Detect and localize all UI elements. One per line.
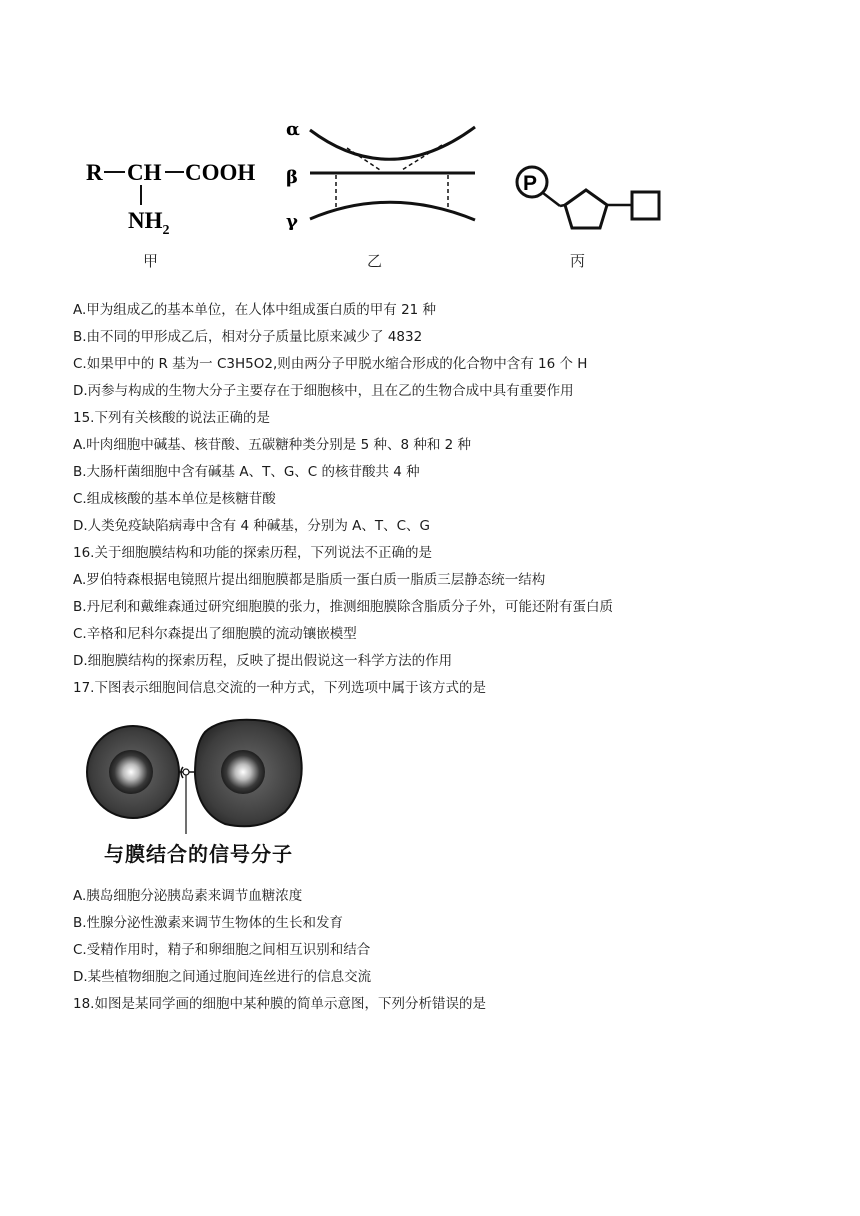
text-line: B.性腺分泌性激素来调节生物体的生长和发育	[73, 915, 344, 931]
caption-bing: 丙	[570, 252, 586, 270]
right-nucleus	[221, 750, 265, 794]
text-line: D.某些植物细胞之间通过胞间连丝进行的信息交流	[73, 969, 372, 985]
base-square	[632, 192, 659, 219]
caption-yi: 乙	[367, 252, 383, 270]
text-line: B.大肠杆菌细胞中含有碱基 A、T、G、C 的核苷酸共 4 种	[73, 464, 420, 480]
beta-label: β	[286, 167, 298, 188]
alpha-label: α	[286, 119, 300, 140]
text-line: B.由不同的甲形成乙后，相对分子质量比原来减少了 4832	[73, 329, 423, 345]
ch-label: CH	[127, 160, 162, 185]
signal-molecule	[183, 769, 189, 775]
pentose-pentagon	[565, 190, 607, 228]
text-line: B.丹尼利和戴维森通过研究细胞膜的张力，推测细胞膜除含脂质分子外，可能还附有蛋白质	[73, 599, 614, 615]
nh2-label: $NH_2$	[128, 208, 170, 238]
text-line: C.受精作用时，精子和卵细胞之间相互识别和结合	[73, 942, 371, 958]
caption-jia: 甲	[143, 252, 159, 270]
cooh-label: COOH	[185, 160, 256, 185]
text-line: C.如果甲中的 R 基为一 C3H5O2,则由两分子甲脱水缩合形成的化合物中含有 16 个 H	[73, 356, 588, 372]
signal-molecule-label: 与膜结合的信号分子	[104, 842, 293, 866]
text-line: C.组成核酸的基本单位是核糖苷酸	[73, 491, 276, 507]
question-15: 15.下列有关核酸的说法正确的是	[73, 410, 270, 426]
text-line: C.辛格和尼科尔森提出了细胞膜的流动镶嵌模型	[73, 626, 357, 642]
amino-acid-structure	[70, 150, 270, 240]
text-line: A.罗伯特森根据电镜照片提出细胞膜都是脂质一蛋白质一脂质三层静态统一结构	[73, 572, 546, 588]
nucleotide-diagram	[510, 160, 670, 240]
alpha-chain	[310, 127, 475, 159]
r-group-label: R	[86, 160, 103, 185]
left-nucleus	[109, 750, 153, 794]
text-line: A.胰岛细胞分泌胰岛素来调节血糖浓度	[73, 888, 303, 904]
protein-chains-diagram	[280, 115, 490, 230]
text-line: D.人类免疫缺陷病毒中含有 4 种碱基，分别为 A、T、C、G	[73, 518, 431, 534]
gamma-chain	[310, 202, 475, 220]
cell-signaling-figure	[85, 712, 315, 837]
question-17: 17.下图表示细胞间信息交流的一种方式，下列选项中属于该方式的是	[73, 680, 486, 696]
question-16: 16.关于细胞膜结构和功能的探索历程，下列说法不正确的是	[73, 545, 432, 561]
text-line: A.叶肉细胞中碱基、核苷酸、五碳糖种类分别是 5 种、8 种和 2 种	[73, 437, 472, 453]
text-line: D.细胞膜结构的探索历程，反映了提出假说这一科学方法的作用	[73, 653, 453, 669]
text-line: A.甲为组成乙的基本单位，在人体中组成蛋白质的甲有 21 种	[73, 302, 437, 318]
phosphate-label: P	[523, 172, 538, 195]
gamma-label: γ	[286, 211, 298, 230]
question-18: 18.如图是某同学画的细胞中某种膜的简单示意图，下列分析错误的是	[73, 996, 486, 1012]
text-line: D.丙参与构成的生物大分子主要存在于细胞核中，且在乙的生物合成中具有重要作用	[73, 383, 574, 399]
